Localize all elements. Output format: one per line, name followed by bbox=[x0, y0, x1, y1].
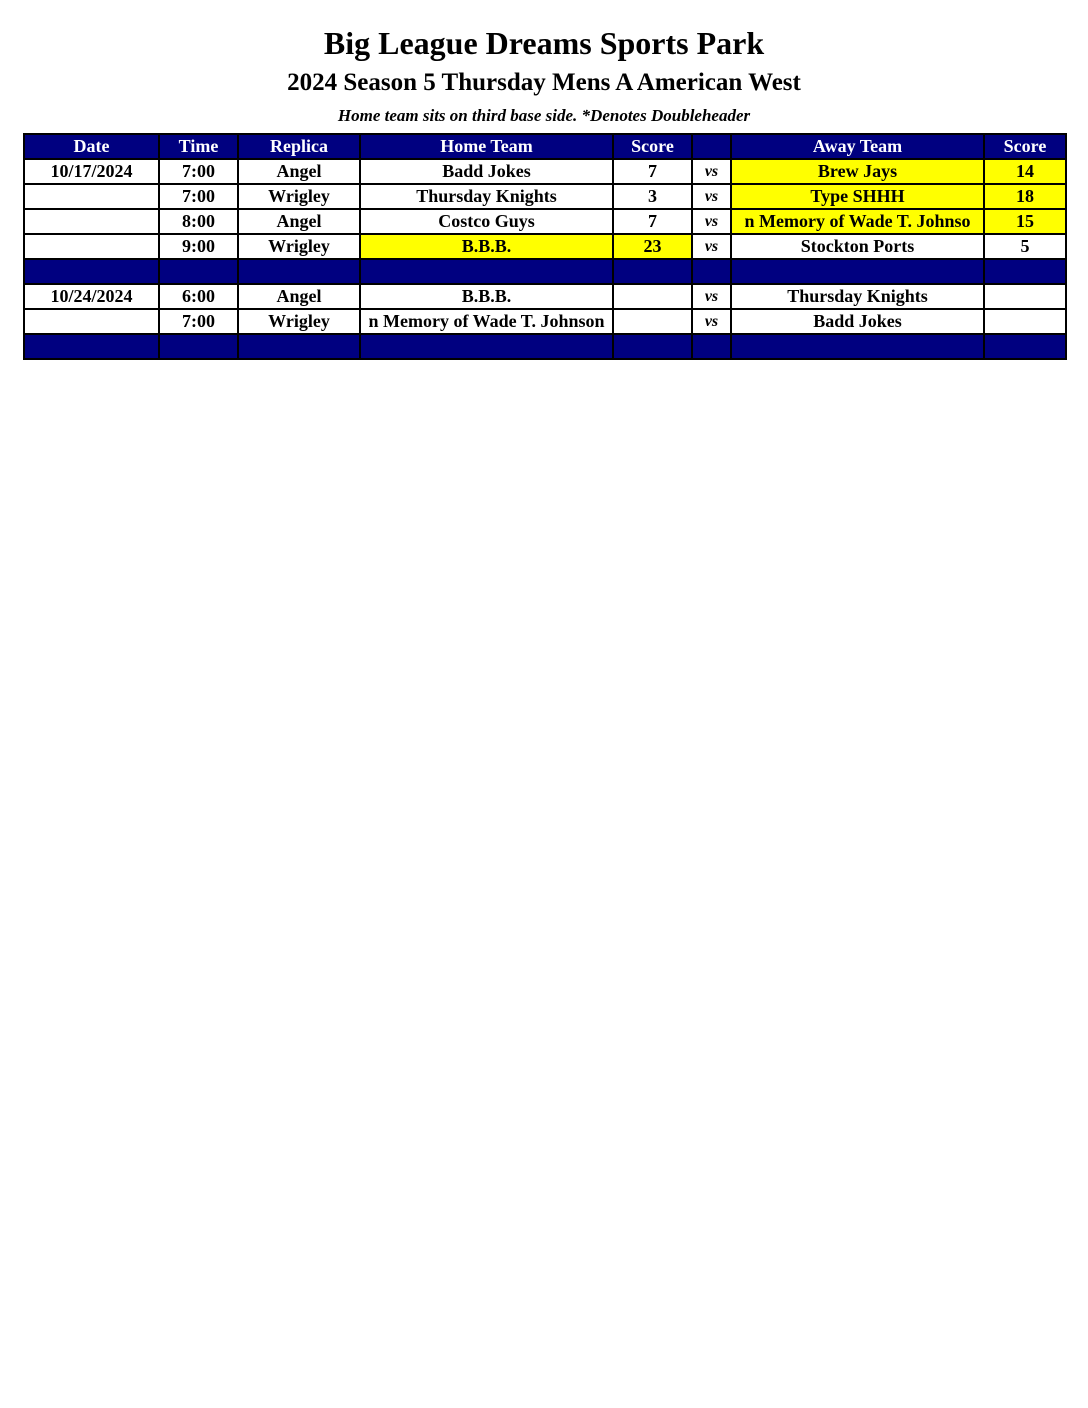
game-row bbox=[24, 159, 1066, 184]
week-separator-row bbox=[24, 334, 1066, 359]
separator-cell bbox=[159, 334, 238, 359]
game-row bbox=[24, 234, 1066, 259]
separator-cell bbox=[238, 259, 360, 284]
vs-label: vs bbox=[692, 284, 731, 309]
game-time: 7:00 bbox=[159, 309, 238, 334]
home-team: Badd Jokes bbox=[360, 159, 613, 184]
schedule-table bbox=[23, 133, 1067, 360]
col-header-replica: Replica bbox=[238, 134, 360, 159]
col-header-vs bbox=[692, 134, 731, 159]
home-team: n Memory of Wade T. Johnson bbox=[360, 309, 613, 334]
home-score: 7 bbox=[613, 159, 692, 184]
separator-cell bbox=[238, 334, 360, 359]
header-row bbox=[24, 134, 1066, 159]
separator-cell bbox=[984, 334, 1066, 359]
separator-cell bbox=[360, 259, 613, 284]
vs-label: vs bbox=[692, 159, 731, 184]
game-replica: Angel bbox=[238, 159, 360, 184]
game-time: 6:00 bbox=[159, 284, 238, 309]
col-header-time: Time bbox=[159, 134, 238, 159]
game-time: 7:00 bbox=[159, 159, 238, 184]
home-team: Costco Guys bbox=[360, 209, 613, 234]
separator-cell bbox=[731, 334, 984, 359]
vs-label: vs bbox=[692, 309, 731, 334]
schedule-note: Home team sits on third base side. *Denotes Doubleheader bbox=[337, 106, 751, 125]
separator-cell bbox=[984, 259, 1066, 284]
home-score bbox=[613, 284, 692, 309]
game-replica: Angel bbox=[238, 209, 360, 234]
col-header-home-score: Score bbox=[613, 134, 692, 159]
page-title: Big League Dreams Sports Park bbox=[323, 25, 765, 61]
separator-cell bbox=[159, 259, 238, 284]
separator-cell bbox=[24, 259, 159, 284]
game-date: 10/17/2024 bbox=[24, 159, 159, 184]
away-team: Badd Jokes bbox=[731, 309, 984, 334]
separator-cell bbox=[24, 334, 159, 359]
home-score: 23 bbox=[613, 234, 692, 259]
col-header-away-score: Score bbox=[984, 134, 1066, 159]
game-row bbox=[24, 209, 1066, 234]
separator-cell bbox=[731, 259, 984, 284]
game-replica: Angel bbox=[238, 284, 360, 309]
separator-cell bbox=[692, 259, 731, 284]
game-date: 10/24/2024 bbox=[24, 284, 159, 309]
vs-label: vs bbox=[692, 184, 731, 209]
home-score bbox=[613, 309, 692, 334]
separator-cell bbox=[613, 259, 692, 284]
home-team: B.B.B. bbox=[360, 234, 613, 259]
vs-label: vs bbox=[692, 234, 731, 259]
away-score bbox=[984, 284, 1066, 309]
away-score bbox=[984, 309, 1066, 334]
game-row bbox=[24, 284, 1066, 309]
game-time: 9:00 bbox=[159, 234, 238, 259]
separator-cell bbox=[692, 334, 731, 359]
week-separator-row bbox=[24, 259, 1066, 284]
away-score: 18 bbox=[984, 184, 1066, 209]
home-team: B.B.B. bbox=[360, 284, 613, 309]
away-team: Type SHHH bbox=[731, 184, 984, 209]
away-score: 5 bbox=[984, 234, 1066, 259]
col-header-home-team: Home Team bbox=[360, 134, 613, 159]
away-team: Stockton Ports bbox=[731, 234, 984, 259]
game-time: 7:00 bbox=[159, 184, 238, 209]
away-team: Brew Jays bbox=[731, 159, 984, 184]
game-date bbox=[24, 309, 159, 334]
game-replica: Wrigley bbox=[238, 184, 360, 209]
col-header-date: Date bbox=[24, 134, 159, 159]
game-date bbox=[24, 234, 159, 259]
league-subtitle: 2024 Season 5 Thursday Mens A American West bbox=[287, 69, 801, 96]
game-date bbox=[24, 184, 159, 209]
game-replica: Wrigley bbox=[238, 234, 360, 259]
vs-label: vs bbox=[692, 209, 731, 234]
game-row bbox=[24, 184, 1066, 209]
home-score: 3 bbox=[613, 184, 692, 209]
away-team: Thursday Knights bbox=[731, 284, 984, 309]
game-replica: Wrigley bbox=[238, 309, 360, 334]
away-score: 14 bbox=[984, 159, 1066, 184]
away-score: 15 bbox=[984, 209, 1066, 234]
away-team: n Memory of Wade T. Johnso bbox=[731, 209, 984, 234]
game-date bbox=[24, 209, 159, 234]
game-time: 8:00 bbox=[159, 209, 238, 234]
home-score: 7 bbox=[613, 209, 692, 234]
separator-cell bbox=[613, 334, 692, 359]
game-row bbox=[24, 309, 1066, 334]
separator-cell bbox=[360, 334, 613, 359]
col-header-away-team: Away Team bbox=[731, 134, 984, 159]
home-team: Thursday Knights bbox=[360, 184, 613, 209]
